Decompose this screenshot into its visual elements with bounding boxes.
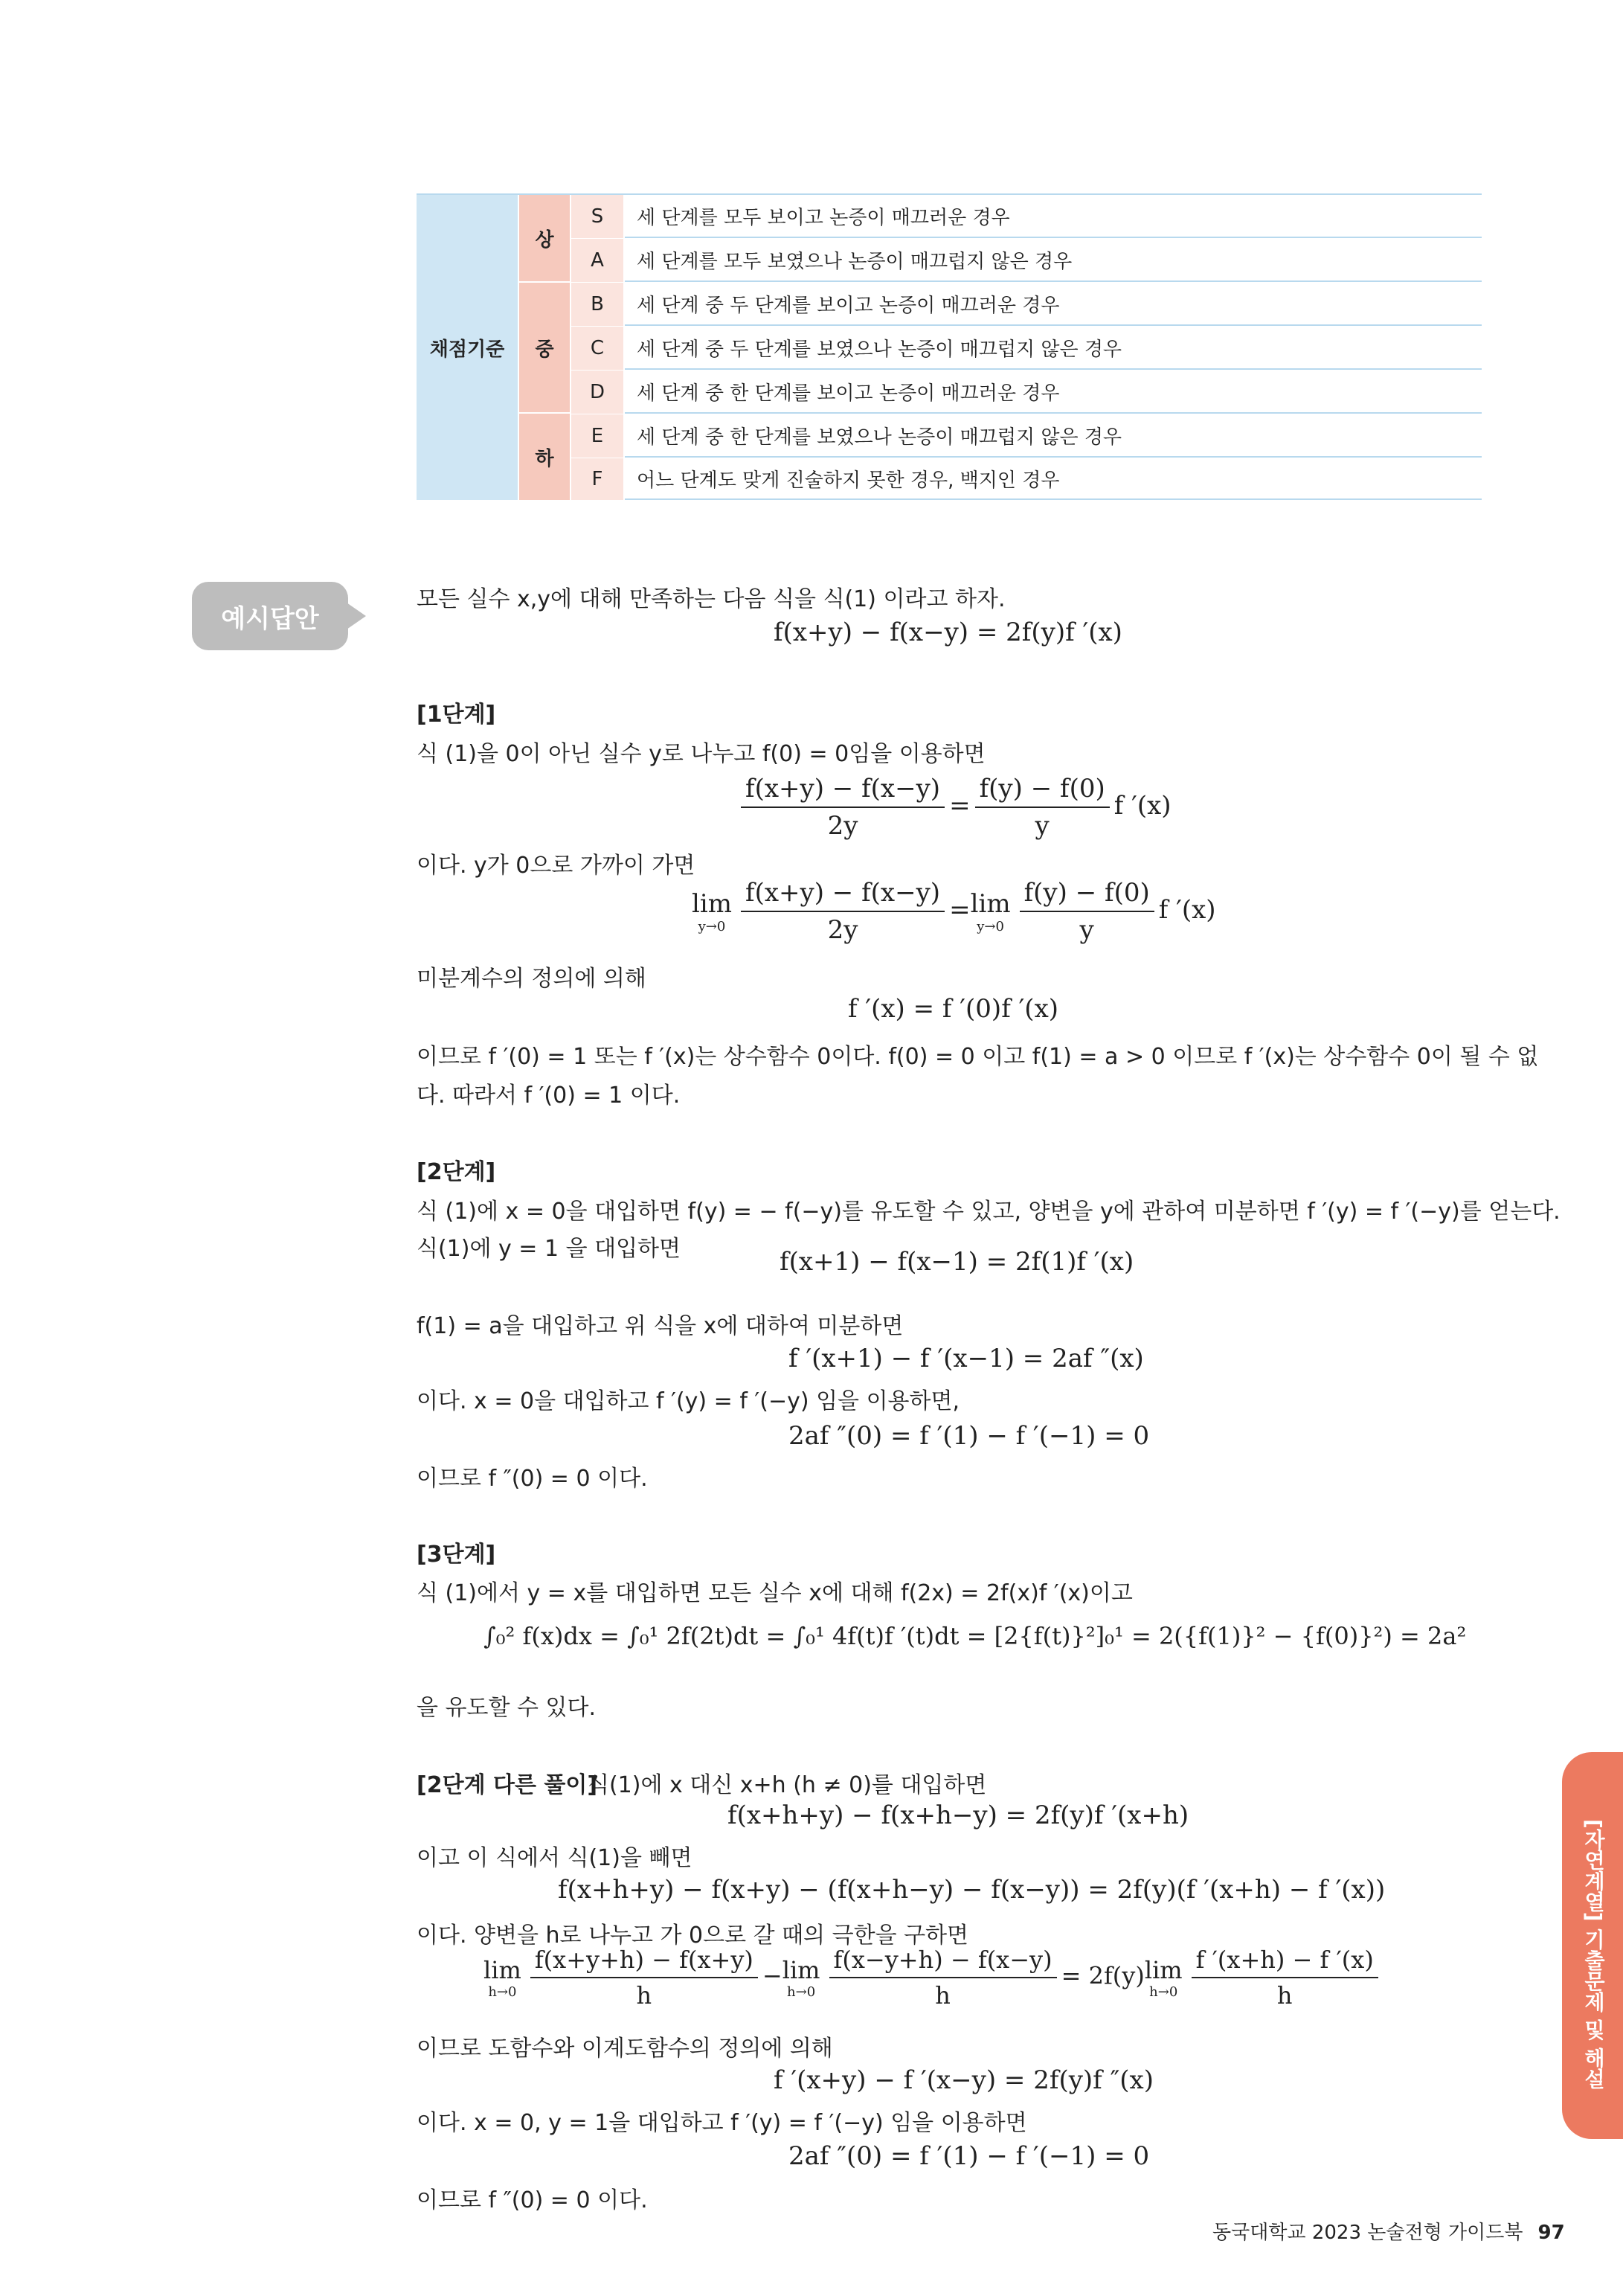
eq2-lim-sub-2: y→0 (977, 918, 1004, 934)
footer (1212, 2217, 1565, 2245)
table-top-rule (417, 193, 1482, 195)
alt-lim-sub-2: h→0 (787, 1984, 816, 2000)
alt-f3-den: h (1276, 1981, 1293, 2010)
grade-b: B (571, 283, 623, 326)
eq2-tail: f ′(x) (1158, 895, 1216, 925)
eq2-lim-label: lim (692, 888, 732, 919)
grade-a: A (571, 239, 623, 282)
alt-f2-num: f(x−y+h) − f(x−y) (829, 1946, 1057, 1978)
eq2-lim-label-2: lim (970, 888, 1011, 919)
level-high: 상 (519, 195, 570, 281)
grade-s-desc: 세 단계를 모두 보이고 논증이 매끄러운 경우 (625, 195, 1482, 238)
grade-f: F (571, 458, 623, 500)
grading-table (417, 195, 1482, 500)
step3-line1: 식 (1)에서 y = x를 대입하면 모든 실수 x에 대해 f(2x) = 2f(x)f ′(x)이고 (417, 1580, 1133, 1606)
grade-a-desc: 세 단계를 모두 보였으나 논증이 매끄럽지 않은 경우 (625, 239, 1482, 282)
grade-s: S (571, 195, 623, 238)
alt-lim-2: lim (782, 1955, 820, 1984)
alt-lim-sub-1: h→0 (488, 1984, 517, 2000)
alt-f2-den: h (935, 1981, 951, 2010)
step1-line3: 미분계수의 정의에 의해 (417, 966, 646, 992)
eq1-left-num: f(x+y) − f(x−y) (741, 774, 945, 808)
alt-line5: 이다. x = 0, y = 1을 대입하고 f ′(y) = f ′(−y) 임을 이용하면 (417, 2110, 1027, 2136)
step2-line1: 식 (1)에 x = 0을 대입하면 f(y) = − f(−y)를 유도할 수 있고, 양변을 y에 관하여 미분하면 f ′(y) = f ′(−y)를 얻는다. (417, 1199, 1561, 1225)
intro-equation: f(x+y) − f(x−y) = 2f(y)f ′(x) (774, 618, 1122, 647)
alt-f1-num: f(x+y+h) − f(x+y) (530, 1946, 758, 1978)
step1-eq3: f ′(x) = f ′(0)f ′(x) (848, 994, 1059, 1024)
eq2-right-den: y (1079, 915, 1094, 945)
step3-eq: ∫₀² f(x)dx = ∫₀¹ 2f(2t)dt = ∫₀¹ 4f(t)f ′(t)dt = [2{f(t)}²]₀¹ = 2({f(1)}² − {f(0)}²) = 2a² (483, 1622, 1467, 1650)
grade-d: D (571, 371, 623, 414)
alt-line4: 이므로 도함수와 이계도함수의 정의에 의해 (417, 2036, 833, 2062)
grade-d-desc: 세 단계 중 한 단계를 보이고 논증이 매끄러운 경우 (625, 371, 1482, 414)
footer-title: 동국대학교 2023 논술전형 가이드북 (1212, 2222, 1523, 2244)
grade-b-desc: 세 단계 중 두 단계를 보이고 논증이 매끄러운 경우 (625, 283, 1482, 326)
step1-line5: 다. 따라서 f ′(0) = 1 이다. (417, 1083, 681, 1109)
step2-eq4: 2af ″(0) = f ′(1) − f ′(−1) = 0 (788, 1421, 1150, 1451)
side-tab-label: [자연계열] 기출문제 및 해설 (1581, 1819, 1606, 2089)
alt-eq3 (483, 1946, 1383, 2010)
eq2-left-den: 2y (827, 915, 858, 945)
grade-c-desc: 세 단계 중 두 단계를 보였으나 논증이 매끄럽지 않은 경우 (625, 327, 1482, 370)
alt-eq5: 2af ″(0) = f ′(1) − f ′(−1) = 0 (788, 2141, 1150, 2171)
step1-line4: 이므로 f ′(0) = 1 또는 f ′(x)는 상수함수 0이다. f(0) = 0 이고 f(1) = a > 0 이므로 f ′(x)는 상수함수 0이 될 수 없 (417, 1044, 1539, 1070)
step1-line1: 식 (1)을 0이 아닌 실수 y로 나누고 f(0) = 0임을 이용하면 (417, 741, 986, 767)
step2-line5: 이므로 f ″(0) = 0 이다. (417, 1466, 648, 1492)
alt-f1-den: h (636, 1981, 652, 2010)
level-mid: 중 (519, 283, 570, 412)
alt-mid-op: − (762, 1961, 782, 1990)
alt-eq1: f(x+h+y) − f(x+h−y) = 2f(y)f ′(x+h) (727, 1800, 1189, 1830)
alt-line6: 이므로 f ″(0) = 0 이다. (417, 2187, 648, 2213)
page-number: 97 (1537, 2222, 1565, 2244)
alt-line1: 식(1)에 x 대신 x+h (h ≠ 0)를 대입하면 (588, 1772, 987, 1798)
alt-eq2: f(x+h+y) − f(x+y) − (f(x+h−y) − f(x−y)) = 2f(y)(f ′(x+h) − f ′(x)) (558, 1875, 1386, 1905)
step2-heading: [2단계] (417, 1159, 496, 1185)
grade-f-desc: 어느 단계도 맞게 진술하지 못한 경우, 백지인 경우 (625, 458, 1482, 500)
grade-e: E (571, 414, 623, 458)
eq2-right-num: f(y) − f(0) (1020, 878, 1154, 912)
chapter-side-tab (1562, 1752, 1623, 2139)
intro-text: 모든 실수 x,y에 대해 만족하는 다음 식을 식(1) 이라고 하자. (417, 586, 1006, 612)
level-low: 하 (519, 414, 570, 500)
grade-c: C (571, 327, 623, 370)
step3-heading: [3단계] (417, 1542, 496, 1568)
eq1-left-den: 2y (827, 811, 858, 841)
alt-lim-1: lim (483, 1955, 521, 1984)
step1-heading: [1단계] (417, 702, 496, 728)
grade-e-desc: 세 단계 중 한 단계를 보였으나 논증이 매끄럽지 않은 경우 (625, 414, 1482, 458)
example-answer-badge: 예시답안 (192, 582, 348, 650)
step2-eq3: f ′(x+1) − f ′(x−1) = 2af ″(x) (788, 1344, 1144, 1373)
eq1-tail: f ′(x) (1113, 791, 1172, 821)
step2-eq2: f(x+1) − f(x−1) = 2f(1)f ′(x) (780, 1247, 1134, 1277)
alt-lim-sub-3: h→0 (1149, 1984, 1178, 2000)
step3-line2: 을 유도할 수 있다. (417, 1695, 597, 1721)
alt-f3-num: f ′(x+h) − f ′(x) (1192, 1946, 1378, 1978)
step1-eq1: $\frac{f(x+y) - f(x-y)}{2y}$ = $\frac{f(y) - f(0)}{y}$ f ′(x) (736, 774, 1172, 841)
step2-line2: 식(1)에 y = 1 을 대입하면 (417, 1236, 681, 1262)
eq1-right-den: y (1035, 811, 1050, 841)
eq2-left-num: f(x+y) − f(x−y) (741, 878, 945, 912)
step2-line4: 이다. x = 0을 대입하고 f ′(y) = f ′(−y) 임을 이용하면, (417, 1388, 960, 1414)
step1-line2: 이다. y가 0으로 가까이 가면 (417, 853, 695, 879)
criteria-label: 채점기준 (417, 195, 518, 500)
alt-heading: [2단계 다른 풀이] (417, 1772, 598, 1798)
alt-line3: 이다. 양변을 h로 나누고 가 0으로 갈 때의 극한을 구하면 (417, 1923, 969, 1949)
eq1-right-num: f(y) − f(0) (975, 774, 1110, 808)
step2-line3: f(1) = a을 대입하고 위 식을 x에 대하여 미분하면 (417, 1313, 904, 1339)
step1-eq2: lim y→0 $\frac{f(x+y) - f(x-y)}{2y}$ = lim y→0 $\frac{f(y) - f(0)}{y}$ f ′(x) (692, 878, 1216, 945)
alt-eq-mid: = 2f(y) (1061, 1961, 1145, 1990)
alt-line2: 이고 이 식에서 식(1)을 빼면 (417, 1845, 692, 1871)
alt-lim-3: lim (1144, 1955, 1183, 1984)
alt-eq4: f ′(x+y) − f ′(x−y) = 2f(y)f ″(x) (774, 2065, 1154, 2095)
eq2-lim-sub: y→0 (698, 918, 726, 934)
